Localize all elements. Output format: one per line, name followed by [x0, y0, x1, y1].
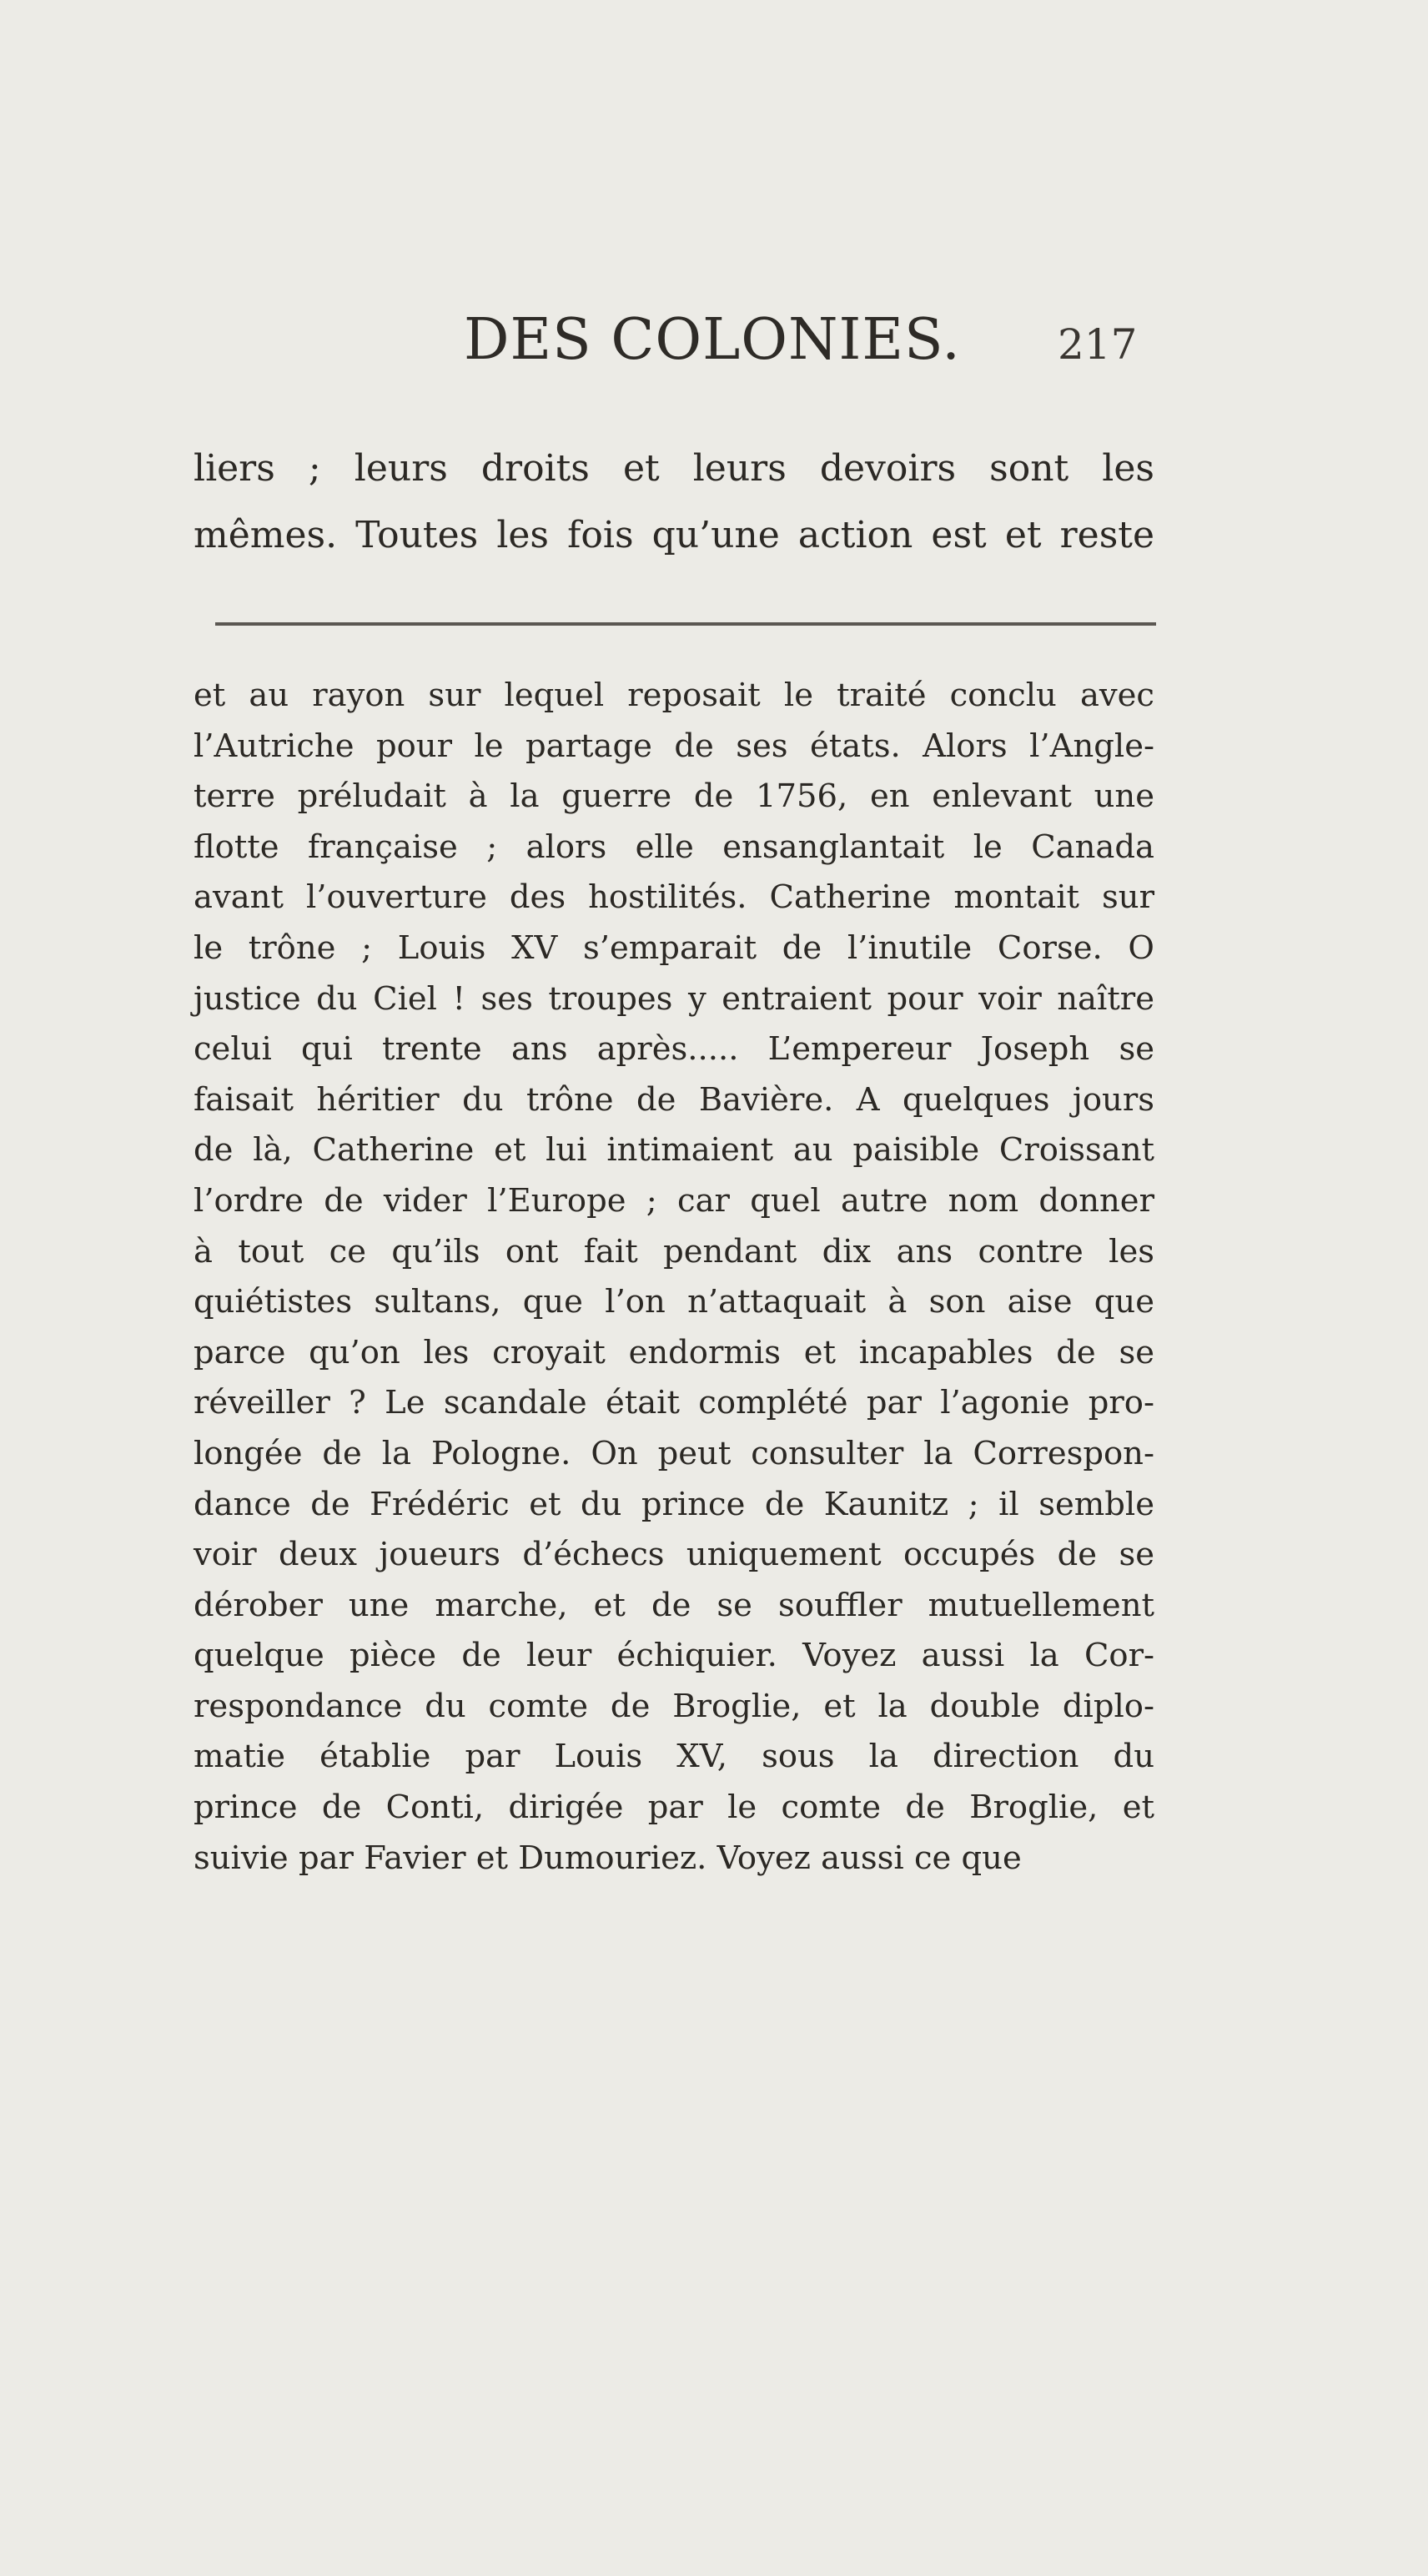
- footnote-line: quiétistes sultans, que l’on n’attaquait à son aise que: [194, 1283, 1154, 1321]
- footnote-line: et au rayon sur lequel reposait le traité conclu avec: [194, 677, 1154, 714]
- main-text: [194, 435, 1154, 569]
- footnote-line: dérober une marche, et de se souffler mutuellement: [194, 1586, 1154, 1624]
- text-line: mêmes. Toutes les fois qu’une action est et reste: [194, 514, 1154, 556]
- footnote-line: faisait héritier du trône de Bavière. A quelques jours: [194, 1080, 1154, 1119]
- footnote-line: flotte française ; alors elle ensanglantait le Canada: [194, 828, 1154, 866]
- page-number: 217: [1058, 320, 1138, 369]
- footnote-line: respondance du comte de Broglie, et la double diplo-: [194, 1687, 1154, 1725]
- footnote-line: l’ordre de vider l’Europe ; car quel autre nom donner: [194, 1181, 1154, 1220]
- text-line: liers ; leurs droits et leurs devoirs sont les: [194, 447, 1154, 490]
- footnote-line: justice du Ciel ! ses troupes y entraient pour voir naître: [194, 979, 1154, 1018]
- footnote-line: celui qui trente ans après..... L’empereur Joseph se: [194, 1030, 1154, 1069]
- footnote-line: suivie par Favier et Dumouriez. Voyez aussi ce que: [194, 1839, 1022, 1877]
- footnote-line: dance de Frédéric et du prince de Kaunitz ; il semble: [194, 1485, 1154, 1523]
- footnote-line: matie établie par Louis XV, sous la direction du: [194, 1738, 1154, 1776]
- footnote-line: l’Autriche pour le partage de ses états. Alors l’Angle-: [194, 727, 1154, 765]
- footnote-line: parce qu’on les croyait endormis et incapables de se: [194, 1333, 1154, 1371]
- footnote-separator-rule: [215, 622, 1156, 626]
- footnote-line: voir deux joueurs d’échecs uniquement occupés de se: [194, 1536, 1154, 1574]
- footnote-line: avant l’ouverture des hostilités. Catherine montait sur: [194, 878, 1154, 917]
- footnote-line: longée de la Pologne. On peut consulter la Correspon-: [194, 1434, 1154, 1472]
- footnote-line: à tout ce qu’ils ont fait pendant dix ans contre les: [194, 1232, 1154, 1270]
- footnote-line: prince de Conti, dirigée par le comte de Broglie, et: [194, 1789, 1154, 1827]
- running-title: DES COLONIES.: [464, 307, 961, 373]
- footnote-line: de là, Catherine et lui intimaient au paisible Croissant: [194, 1131, 1154, 1170]
- footnote-line: le trône ; Louis XV s’emparait de l’inutile Corse. O: [194, 928, 1154, 967]
- footnote-line: quelque pièce de leur échiquier. Voyez aussi la Cor-: [194, 1637, 1154, 1675]
- footnote-line: terre préludait à la guerre de 1756, en enlevant une: [194, 777, 1154, 816]
- footnote-line: réveiller ? Le scandale était complété par l’agonie pro-: [194, 1384, 1154, 1422]
- footnote: [194, 671, 1154, 1884]
